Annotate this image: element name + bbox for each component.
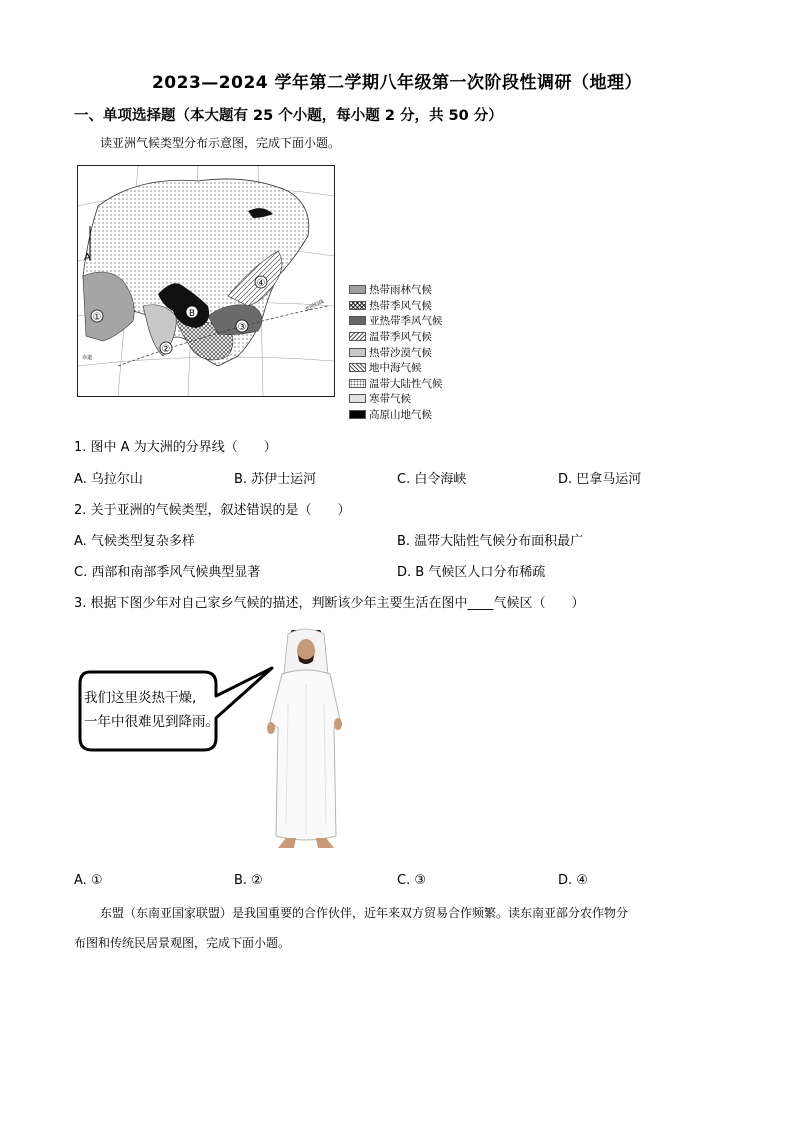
- speech-line-2: 一年中很难见到降雨。: [84, 714, 219, 730]
- legend-item: 高原山地气候: [349, 407, 443, 423]
- map-label-1: ①: [92, 312, 102, 323]
- speech-line-1: 我们这里炎热干燥,: [84, 690, 197, 706]
- paragraph-line-1: 东盟（东南亚国家联盟）是我国重要的合作伙伴，近年来双方贸易合作频繁。读东南亚部分农作物分: [100, 906, 629, 920]
- swatch-icon: [349, 410, 366, 419]
- map-label-a: A: [84, 252, 91, 263]
- q1-option-c[interactable]: C. 白令海峡: [397, 472, 467, 487]
- asia-climate-map: [77, 165, 335, 397]
- map-legend: [349, 282, 443, 422]
- q3-option-d[interactable]: D. ④: [558, 873, 588, 888]
- legend-item: 温带大陆性气候: [349, 376, 443, 392]
- question-2-stem: 2. 关于亚洲的气候类型，叙述错误的是（ ）: [74, 503, 351, 518]
- map-label-3: ③: [237, 322, 247, 333]
- map-label-2: ②: [161, 344, 171, 355]
- q2-option-d[interactable]: D. B 气候区人口分布稀疏: [397, 565, 546, 580]
- legend-item: 热带季风气候: [349, 298, 443, 314]
- map-label-equator: 赤道: [82, 355, 93, 361]
- legend-item: 热带沙漠气候: [349, 344, 443, 360]
- q2-option-a[interactable]: A. 气候类型复杂多样: [74, 534, 195, 549]
- q2-option-c[interactable]: C. 西部和南部季风气候典型显著: [74, 565, 261, 580]
- q1-option-b[interactable]: B. 苏伊士运河: [234, 472, 317, 487]
- map-figure: [78, 166, 334, 396]
- q1-option-a[interactable]: A. 乌拉尔山: [74, 472, 143, 487]
- swatch-icon: [349, 316, 366, 325]
- swatch-icon: [349, 394, 366, 403]
- question-1-stem: 1. 图中 A 为大洲的分界线（ ）: [74, 440, 277, 455]
- legend-item: 亚热带季风气候: [349, 313, 443, 329]
- section-heading: 一、单项选择题（本大题有 25 个小题，每小题 2 分，共 50 分）: [74, 108, 503, 124]
- paragraph-line-2: 布图和传统民居景观图，完成下面小题。: [74, 936, 291, 950]
- legend-item: 温带季风气候: [349, 329, 443, 345]
- arab-man-figure: [258, 624, 354, 856]
- swatch-icon: [349, 285, 366, 294]
- question-3-stem: 3. 根据下图少年对自己家乡气候的描述，判断该少年主要生活在图中____气候区（ ）: [74, 596, 585, 611]
- map-label-b: B: [188, 309, 196, 319]
- swatch-icon: [349, 379, 366, 388]
- q3-option-c[interactable]: C. ③: [397, 873, 426, 888]
- page-title: 2023—2024 学年第二学期八年级第一次阶段性调研（地理）: [151, 73, 643, 93]
- q3-option-a[interactable]: A. ①: [74, 873, 103, 888]
- intro-text: 读亚洲气候类型分布示意图，完成下面小题。: [100, 136, 341, 150]
- swatch-icon: [349, 301, 366, 310]
- legend-item: 热带雨林气候: [349, 282, 443, 298]
- q2-option-b[interactable]: B. 温带大陆性气候分布面积最广: [397, 534, 584, 549]
- map-label-4: ④: [256, 278, 266, 289]
- swatch-icon: [349, 332, 366, 341]
- q1-option-d[interactable]: D. 巴拿马运河: [558, 472, 642, 487]
- map-label-tropic: 北回归线: [304, 298, 325, 313]
- legend-item: 地中海气候: [349, 360, 443, 376]
- speech-bubble-text: [84, 686, 219, 734]
- q3-option-b[interactable]: B. ②: [234, 873, 263, 888]
- swatch-icon: [349, 363, 366, 372]
- swatch-icon: [349, 348, 366, 357]
- legend-item: 寒带气候: [349, 391, 443, 407]
